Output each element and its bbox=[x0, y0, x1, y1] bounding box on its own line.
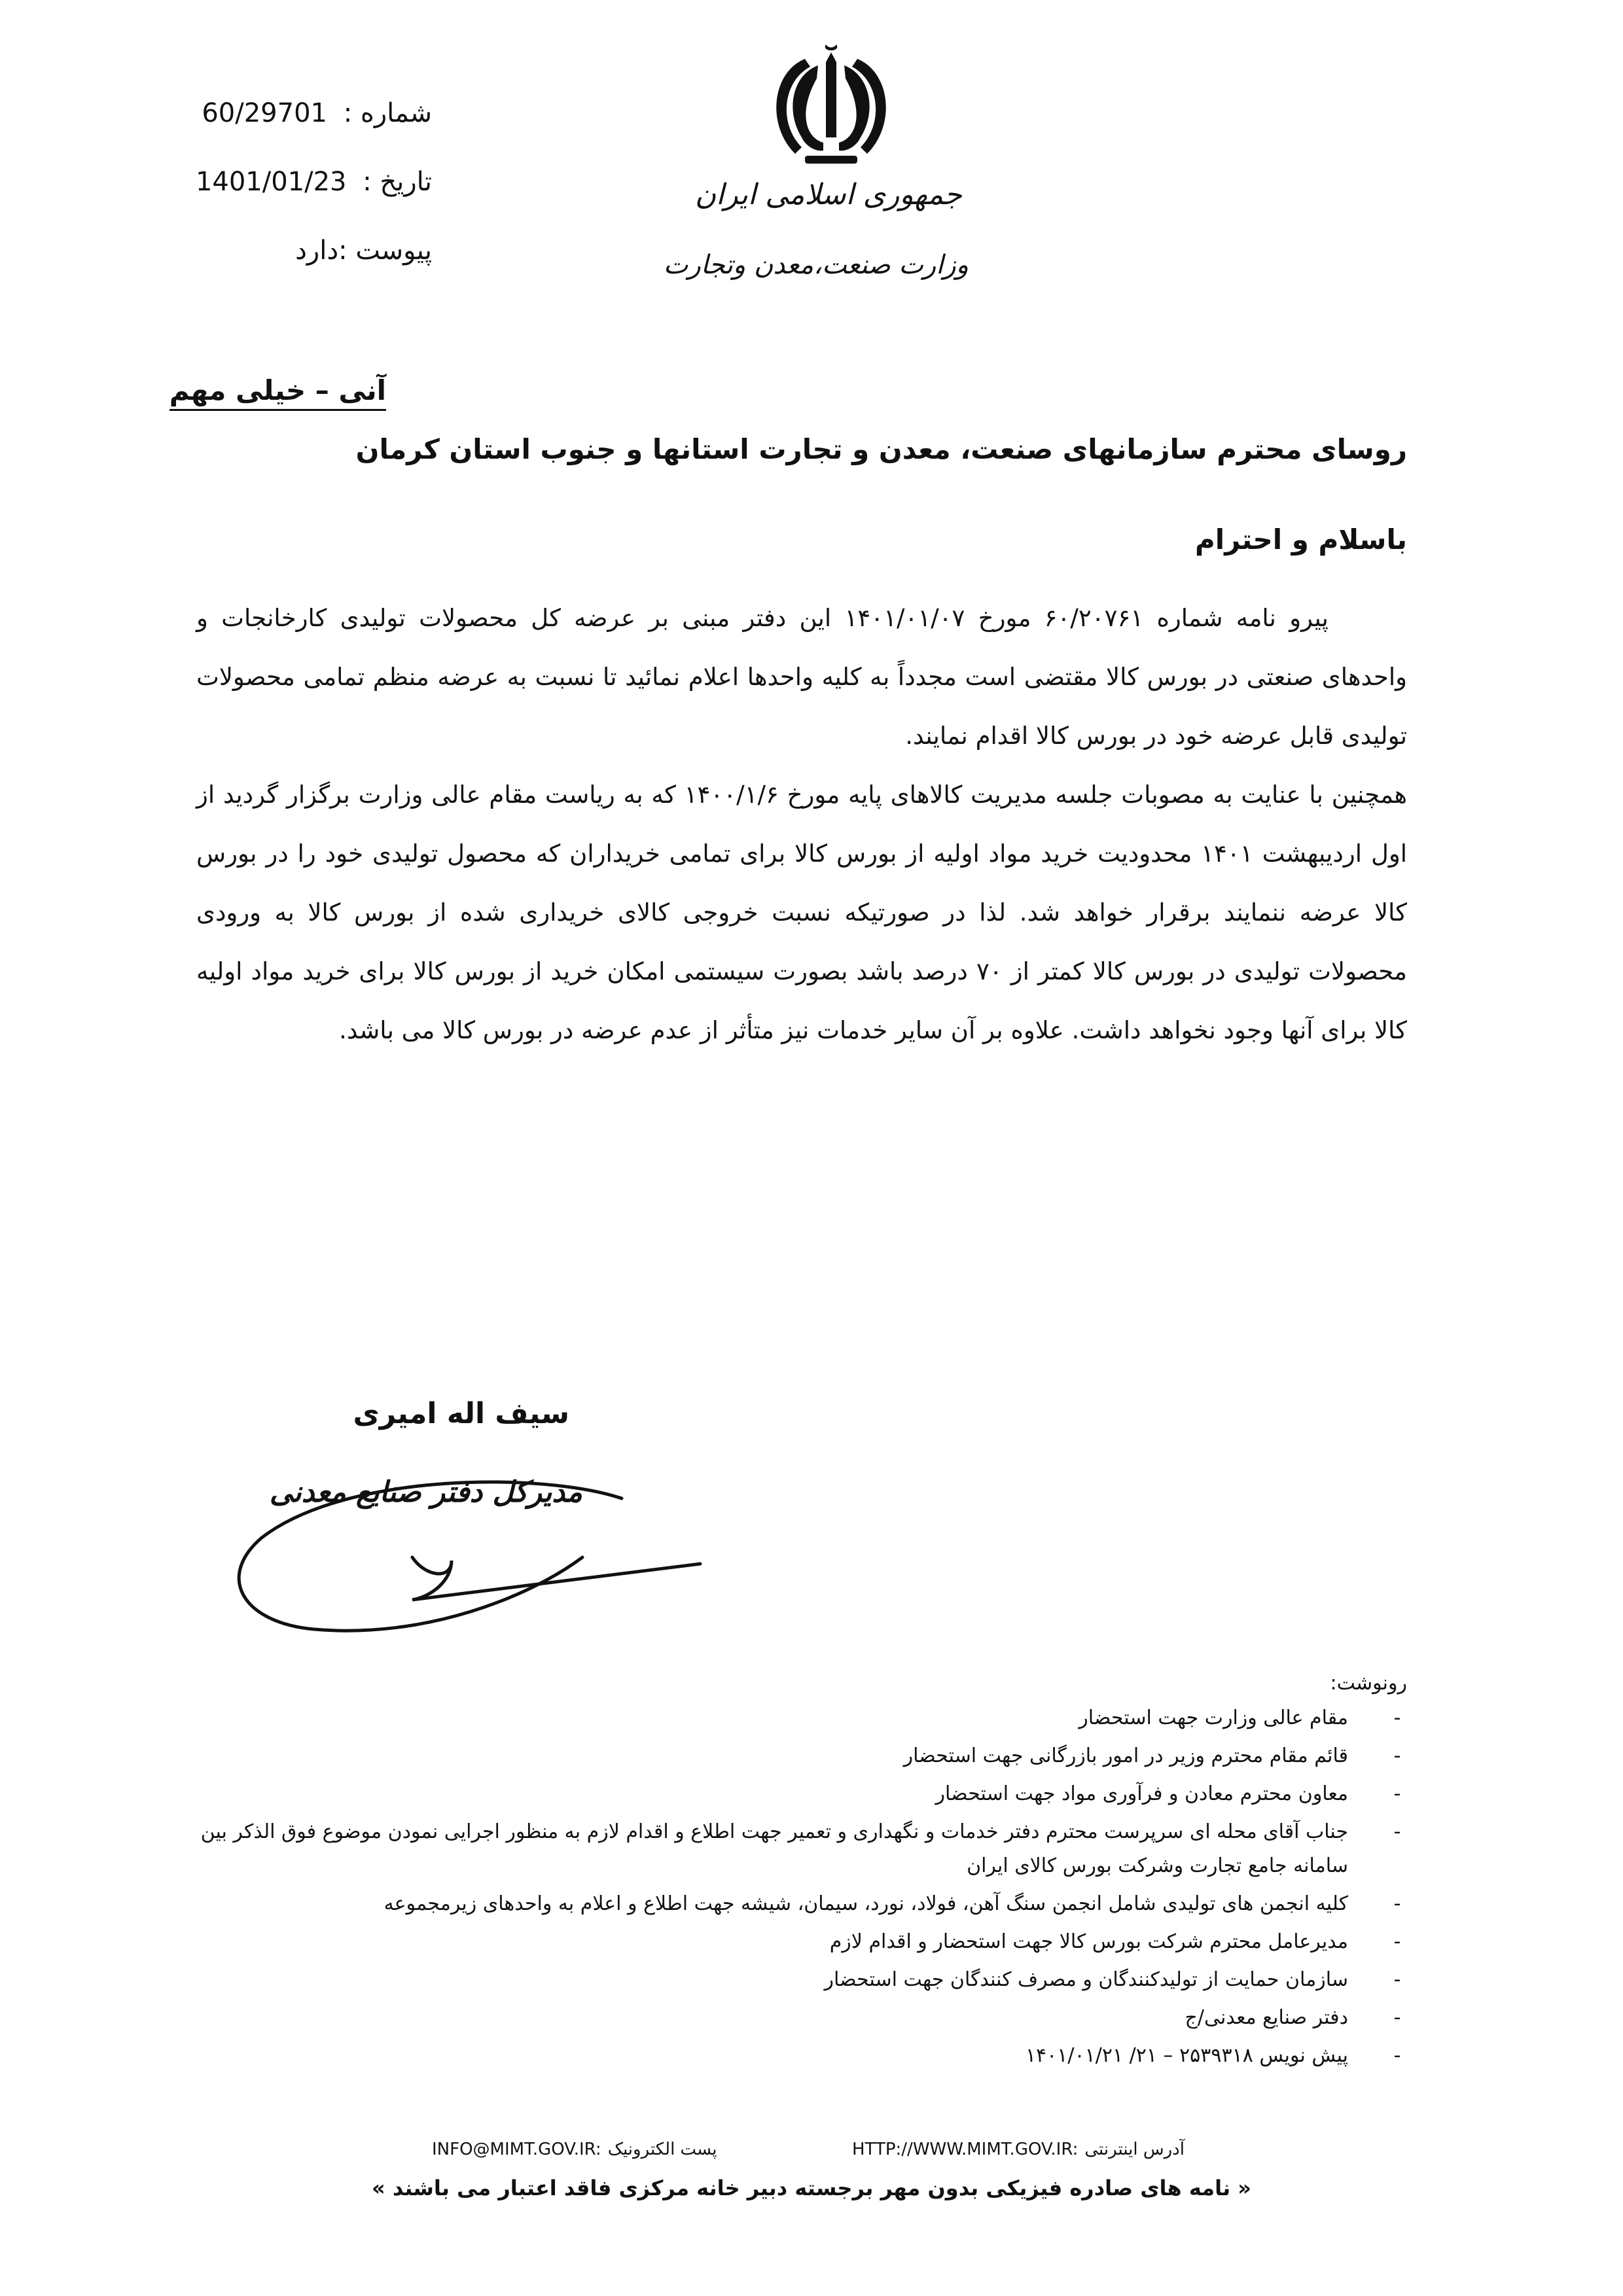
cc-item bbox=[164, 1815, 1407, 1883]
cc-dash: - bbox=[1393, 2044, 1401, 2067]
cc-dash: - bbox=[1393, 1968, 1401, 1991]
cc-item-text: کلیه انجمن های تولیدی شامل انجمن سنگ آهن، فولاد، نورد، سیمان، شیشه جهت اطلاع و اعلام به واحدهای زیرمجموعه bbox=[383, 1892, 1348, 1915]
footer-web-value[interactable]: HTTP://WWW.MIMT.GOV.IR: bbox=[852, 2140, 1079, 2159]
cc-item-text: معاون محترم معادن و فرآوری مواد جهت استحضار bbox=[935, 1782, 1348, 1805]
letter-date-label: تاریخ : bbox=[363, 167, 432, 197]
letter-date bbox=[196, 167, 432, 197]
letter-date-value: 1401/01/23 bbox=[195, 167, 347, 197]
letter-number-label: شماره : bbox=[343, 98, 432, 128]
iran-emblem-icon bbox=[766, 39, 897, 183]
cc-item-text: جناب آقای محله ای سرپرست محترم دفتر خدمات و نگهداری و تعمیر جهت اطلاع و اقدام لازم به منظور اجرایی نمودن موضوع فوق الذکر بین سامانه جامع تجارت وشرکت بورس کالای ایران bbox=[200, 1820, 1348, 1877]
cc-list bbox=[164, 1701, 1407, 2077]
cc-item-text: مدیرعامل محترم شرکت بورس کالا جهت استحضار و اقدام لازم bbox=[829, 1930, 1348, 1953]
ministry-name: وزارت صنعت،معدن وتجارت bbox=[663, 250, 969, 280]
cc-item bbox=[164, 1739, 1407, 1773]
cc-item bbox=[164, 2001, 1407, 2035]
recipient-line: روسای محترم سازمانهای صنعت، معدن و تجارت استانها و جنوب استان کرمان bbox=[355, 433, 1407, 465]
cc-title: رونوشت: bbox=[1330, 1672, 1407, 1695]
cc-item bbox=[164, 2039, 1407, 2073]
letter-number-value: 60/29701 bbox=[202, 98, 327, 128]
cc-item-text: دفتر صنایع معدنی/ج bbox=[1185, 2006, 1348, 2029]
body-paragraph-1: پیرو نامه شماره ۶۰/۲۰۷۶۱ مورخ ۱۴۰۱/۰۱/۰۷ این دفتر مبنی بر عرضه کل محصولات تولیدی کارخانجات و واحدهای صنعتی در بورس کالا مقتضی است مجدداً به کلیه واحدها اعلام نمائید تا نسبت به عرضه منظم تمامی محصولات تولیدی قابل عرضه خود در بورس کالا اقدام نمایند. bbox=[196, 604, 1407, 750]
footer-web-label: آدرس اینترنتی bbox=[1084, 2140, 1185, 2159]
cc-item bbox=[164, 1963, 1407, 1997]
body-paragraph-2: همچنین با عنایت به مصوبات جلسه مدیریت کالاهای پایه مورخ ۱۴۰۰/۱/۶ که به ریاست مقام عالی وزارت برگزار گردید از اول اردیبهشت ۱۴۰۱ محدودیت خرید مواد اولیه از بورس کالا برای تمامی خریداران که محصول تولیدی خود را در بورس کالا عرضه ننمایند برقرار خواهد شد. لذا در صورتیکه نسبت خروجی کالای خریداری شده از بورس کالا به ورودی محصولات تولیدی در بورس کالا کمتر از ۷۰ درصد باشد بصورت سیستمی امکان خرید از بورس کالا برای خرید مواد اولیه کالا برای آنها وجود نخواهد داشت. علاوه بر آن سایر خدمات نیز متأثر از عدم عرضه در بورس کالا می باشد. bbox=[196, 781, 1408, 1044]
greeting: باسلام و احترام bbox=[1195, 523, 1407, 556]
cc-item bbox=[164, 1925, 1407, 1959]
cc-dash: - bbox=[1393, 1930, 1401, 1953]
signer-title: مدیرکل دفتر صنایع معدنی bbox=[269, 1475, 582, 1509]
cc-item bbox=[164, 1887, 1407, 1921]
cc-item-text: سازمان حمایت از تولیدکنندگان و مصرف کنندگان جهت استحضار bbox=[824, 1968, 1348, 1991]
footer-email bbox=[432, 2140, 717, 2159]
cc-dash: - bbox=[1393, 1706, 1401, 1729]
cc-item-text: مقام عالی وزارت جهت استحضار bbox=[1079, 1706, 1348, 1729]
footer-note: « نامه های صادره فیزیکی بدون مهر برجسته دبیر خانه مرکزی فاقد اعتبار می باشند » bbox=[372, 2176, 1251, 2200]
cc-dash: - bbox=[1393, 1782, 1401, 1805]
cc-item-text: پیش نویس ۲۵۳۹۳۱۸ – ۲۱/ ۱۴۰۱/۰۱/۲۱ bbox=[1025, 2044, 1348, 2067]
country-name: جمهوری اسلامی ایران bbox=[694, 178, 962, 211]
cc-dash: - bbox=[1393, 1744, 1401, 1767]
footer-email-label: پست الکترونیک bbox=[607, 2140, 717, 2159]
cc-item bbox=[164, 1777, 1407, 1811]
cc-item bbox=[164, 1701, 1407, 1735]
cc-item-text: قائم مقام محترم وزیر در امور بازرگانی جهت استحضار bbox=[903, 1744, 1348, 1767]
letter-number bbox=[202, 98, 432, 128]
footer-website bbox=[852, 2140, 1185, 2159]
priority-label: آنی – خیلی مهم bbox=[169, 374, 386, 411]
cc-dash: - bbox=[1393, 2006, 1401, 2029]
letter-attachment: پیوست :دارد bbox=[295, 236, 432, 266]
signer-name: سیف اله امیری bbox=[353, 1397, 569, 1430]
letter-body bbox=[196, 589, 1407, 1060]
footer-email-value[interactable]: INFO@MIMT.GOV.IR: bbox=[432, 2140, 601, 2159]
handwritten-signature bbox=[216, 1466, 713, 1662]
footer-contacts bbox=[432, 2140, 1185, 2159]
cc-dash: - bbox=[1393, 1820, 1401, 1843]
cc-dash: - bbox=[1393, 1892, 1401, 1915]
